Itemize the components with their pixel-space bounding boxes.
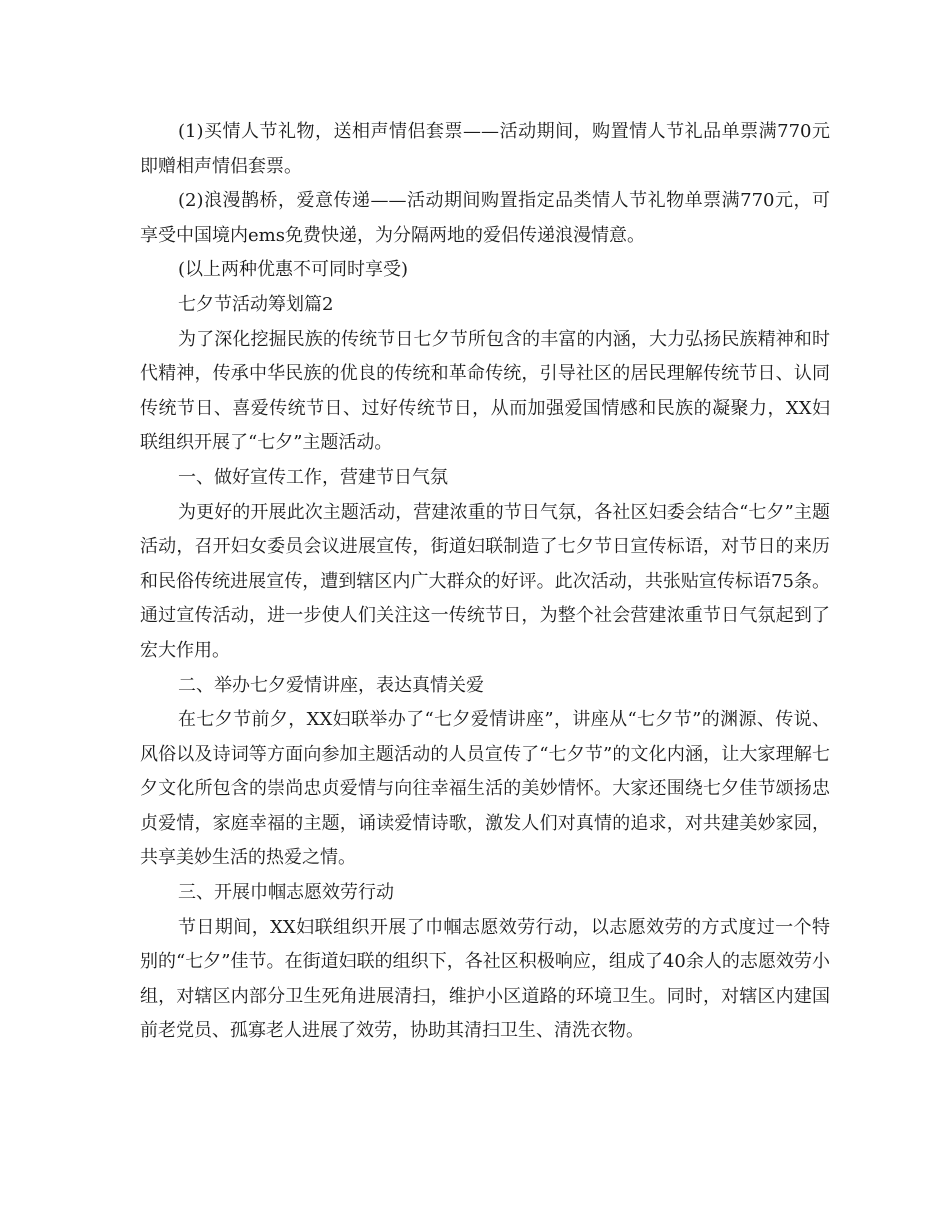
paragraph-offer-2: (2)浪漫鹊桥，爱意传递——活动期间购置指定品类情人节礼物单票满770元，可享受中国境内ems免费快递，为分隔两地的爱侣传递浪漫情意。 <box>140 190 830 246</box>
document-body <box>140 115 830 1049</box>
section-title: 七夕节活动筹划篇2 <box>178 293 334 315</box>
heading-1: 一、做好宣传工作，营建节日气氛 <box>178 466 448 488</box>
paragraph-lecture: 在七夕节前夕，XX妇联举办了“七夕爱情讲座”，讲座从“七夕节”的渊源、传说、风俗以及诗词等方面向参加主题活动的人员宣传了“七夕节”的文化内涵，让大家理解七夕文化所包含的崇尚忠贞爱情与向往幸福生活的美妙情怀。大家还围绕七夕佳节颂扬忠贞爱情，家庭幸福的主题，诵读爱情诗歌，激发人们对真情的追求，对共建美妙家园，共享美妙生活的热爱之情。 <box>140 709 830 869</box>
paragraph-volunteer: 节日期间，XX妇联组织开展了巾帼志愿效劳行动，以志愿效劳的方式度过一个特别的“七夕”佳节。在街道妇联的组织下，各社区积极响应，组成了40余人的志愿效劳小组，对辖区内部分卫生死角进展清扫，维护小区道路的环境卫生。同时，对辖区内建国前老党员、孤寡老人进展了效劳，协助其清扫卫生、清洗衣物。 <box>140 916 830 1042</box>
paragraph-offer-1: (1)买情人节礼物，送相声情侣套票——活动期间，购置情人节礼品单票满770元即赠相声情侣套票。 <box>140 121 830 177</box>
heading-2: 二、举办七夕爱情讲座，表达真情关爱 <box>178 674 484 696</box>
paragraph-promotion: 为更好的开展此次主题活动，营建浓重的节日气氛，各社区妇委会结合“七夕”主题活动，召开妇女委员会议进展宣传，街道妇联制造了七夕节日宣传标语，对节日的来历和民俗传统进展宣传，遭到辖区内广大群众的好评。此次活动，共张贴宣传标语75条。通过宣传活动，进一步使人们关注这一传统节日，为整个社会营建浓重节日气氛起到了宏大作用。 <box>140 501 830 661</box>
paragraph-intro: 为了深化挖掘民族的传统节日七夕节所包含的丰富的内涵，大力弘扬民族精神和时代精神，传承中华民族的优良的传统和革命传统，引导社区的居民理解传统节日、认同传统节日、喜爱传统节日、过好传统节日，从而加强爱国情感和民族的凝聚力，XX妇联组织开展了“七夕”主题活动。 <box>140 328 830 454</box>
paragraph-offer-note: (以上两种优惠不可同时享受) <box>178 259 409 281</box>
heading-3: 三、开展巾帼志愿效劳行动 <box>178 882 394 904</box>
